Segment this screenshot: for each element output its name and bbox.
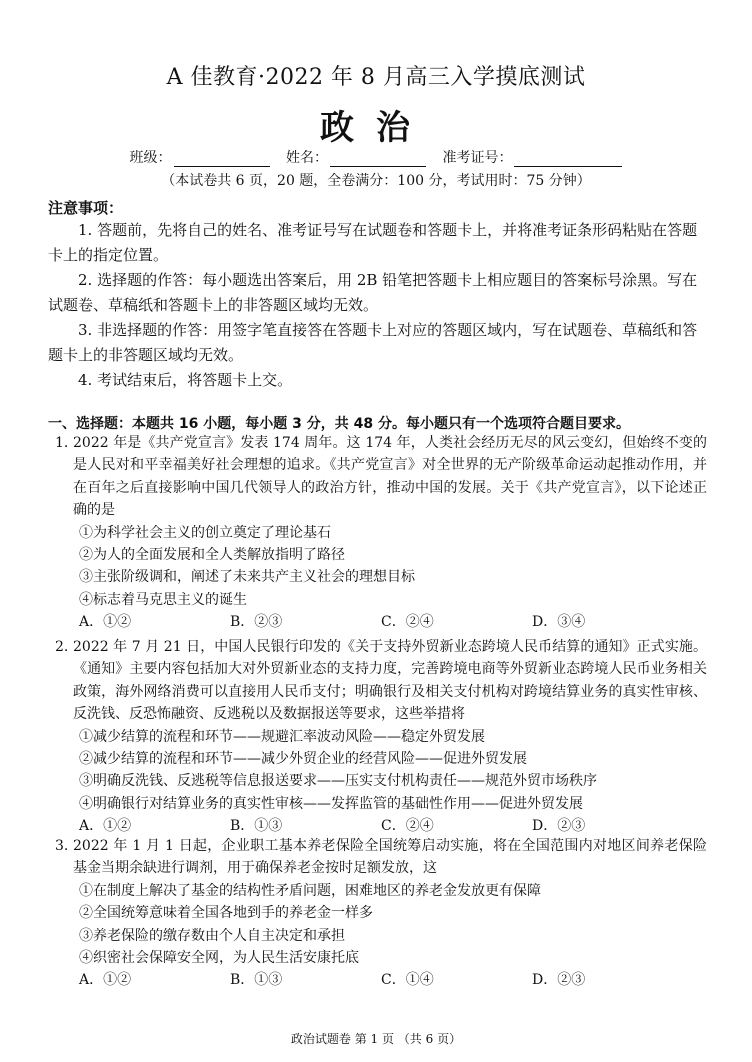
notice-list [48, 218, 708, 393]
question-text: 2022 年 7 月 21 日，中国人民银行印发的《关于支持外贸新业态跨境人民币结算的通知》正式实施。《通知》主要内容包括加大对外贸新业态的支持力度，完善跨境电商等外贸新业态跨境人民币业务相关政策，海外网络消费可以直接用人民币支付；明确银行及相关支付机构对跨境结算业务的真实性审核、反洗钱、反恐怖融资、反逃税以及数据报送等要求，这些举措将 [73, 639, 707, 723]
choice-b[interactable]: B．①③ [230, 972, 283, 989]
notice-title: 注意事项： [48, 199, 124, 217]
choice-b[interactable]: B．②③ [230, 614, 283, 631]
option-item: ④织密社会保障安全网，为人民生活安康托底 [79, 950, 359, 967]
option-item: ③养老保险的缴存数由个人自主决定和承担 [79, 927, 345, 944]
choice-c[interactable]: C．①④ [381, 972, 434, 989]
question-number: 3. [55, 838, 69, 854]
answer-choices [55, 611, 707, 633]
notice-item: 2. 选择题的作答：每小题选出答案后，用 2B 铅笔把答题卡上相应题目的答案标号涂黑。写在试题卷、草稿纸和答题卡上的非答题区域均无效。 [48, 271, 698, 314]
notice-item: 4. 考试结束后，将答题卡上交。 [78, 371, 293, 389]
name-field[interactable] [286, 150, 426, 166]
option-item: ①为科学社会主义的创立奠定了理论基石 [79, 524, 331, 541]
option-list [55, 522, 707, 612]
option-item: ①在制度上解决了基金的结构性矛盾问题，困难地区的养老金发放更有保障 [79, 882, 541, 899]
option-item: ④明确银行对结算业务的真实性审核——发挥监管的基础性作用——促进外贸发展 [79, 795, 583, 812]
option-list [55, 726, 707, 816]
choice-a[interactable]: A．①② [79, 614, 132, 631]
question-number: 1. [55, 435, 69, 451]
option-item: ③明确反洗钱、反逃税等信息报送要求——压实支付机构责任——规范外贸市场秩序 [79, 773, 597, 790]
notice-item: 1. 答题前，先将自己的姓名、准考证号写在试题卷和答题卡上，并将准考证条形码粘贴在答题卡上的指定位置。 [48, 221, 698, 264]
choice-a[interactable]: A．①② [79, 972, 132, 989]
choice-d[interactable]: D．②③ [532, 818, 586, 835]
option-item: ④标志着马克思主义的诞生 [79, 591, 247, 608]
class-blank[interactable] [174, 152, 270, 167]
question-text: 2022 年 1 月 1 日起，企业职工基本养老保险全国统筹启动实施，将在全国范围内对地区间养老保险基金当期余缺进行调剂，用于确保养老金按时足额发放，这 [73, 838, 707, 877]
question-2 [55, 636, 707, 838]
class-label: 班级： [129, 150, 172, 166]
question-number: 2. [55, 639, 69, 655]
exam-id-label: 准考证号： [442, 150, 513, 166]
name-label: 姓名： [286, 150, 328, 166]
question-stem [55, 432, 707, 522]
question-1 [55, 432, 707, 634]
question-text: 2022 年是《共产党宣言》发表 174 周年。这 174 年，人类社会经历无尽的风云变幻，但始终不变的是人民对和平幸福美好社会理想的追求。《共产党宣言》对全世界的无产阶级革命运动起推动作用，并在百年之后直接影响中国几代领导人的政治方针，推动中国的发展。关于《共产党宣言》，以下论述正确的是 [73, 435, 707, 519]
option-item: ②减少结算的流程和环节——减少外贸企业的经营风险——促进外贸发展 [79, 751, 527, 768]
choice-d[interactable]: D．②③ [532, 972, 586, 989]
answer-choices [55, 969, 707, 991]
exam-id-field[interactable] [442, 150, 622, 166]
page-footer: 政治试题卷 第 1 页 （共 6 页） [290, 1032, 462, 1046]
class-field[interactable] [130, 150, 270, 166]
option-item: ②为人的全面发展和全人类解放指明了路径 [79, 547, 345, 564]
option-list [55, 880, 707, 970]
question-stem [55, 835, 707, 880]
choice-c[interactable]: C．②④ [381, 818, 434, 835]
choice-b[interactable]: B．①③ [230, 818, 283, 835]
exam-info: （本试卷共 6 页，20 题，全卷满分：100 分，考试用时：75 分钟） [161, 173, 591, 189]
choice-d[interactable]: D．③④ [532, 614, 586, 631]
option-item: ①减少结算的流程和环节——规避汇率波动风险——稳定外贸发展 [79, 728, 485, 745]
option-item: ③主张阶级调和，阐述了未来共产主义社会的理想目标 [79, 569, 415, 586]
option-item: ②全国统筹意味着全国各地到手的养老金一样多 [79, 905, 373, 922]
student-info-fields [0, 147, 752, 167]
subject-title: 政治 [320, 108, 432, 148]
choice-a[interactable]: A．①② [79, 818, 132, 835]
name-blank[interactable] [330, 152, 426, 167]
choice-c[interactable]: C．②④ [381, 614, 434, 631]
notice-item: 3. 非选择题的作答：用签字笔直接答在答题卡上对应的答题区域内，写在试题卷、草稿纸和答题卡上的非答题区域均无效。 [48, 321, 698, 364]
exam-title: A 佳教育·2022 年 8 月高三入学摸底测试 [166, 65, 586, 90]
exam-id-blank[interactable] [514, 152, 622, 167]
section-heading: 一、选择题：本题共 16 小题，每小题 3 分，共 48 分。每小题只有一个选项符合题目要求。 [48, 416, 630, 432]
question-3 [55, 835, 707, 992]
question-stem [55, 636, 707, 726]
